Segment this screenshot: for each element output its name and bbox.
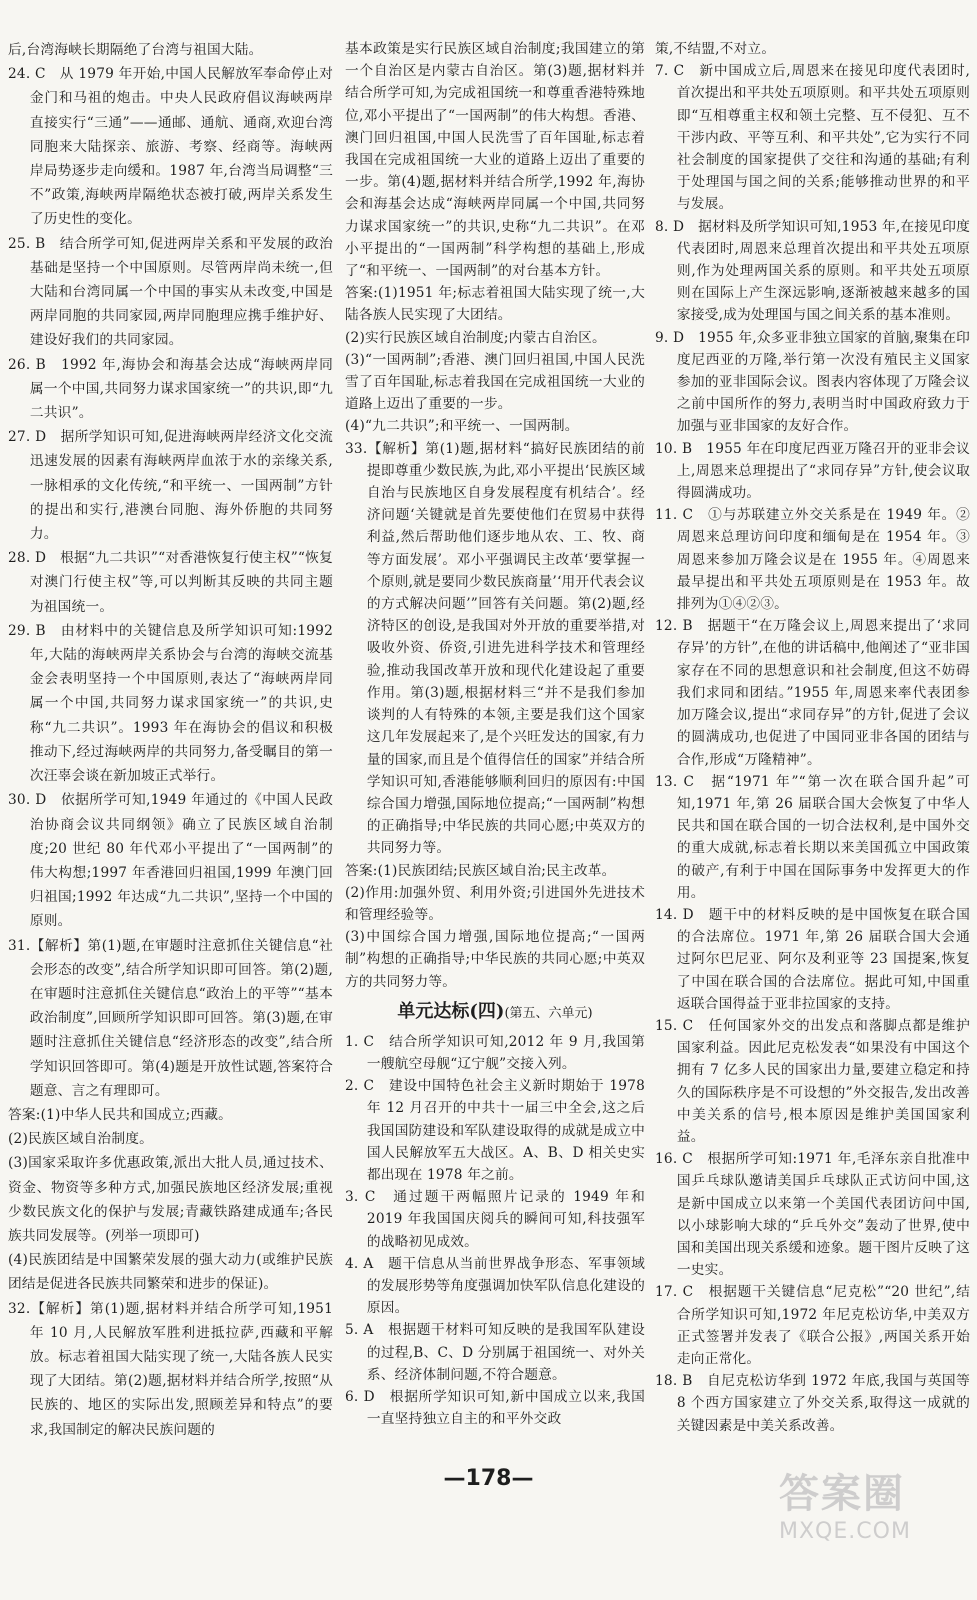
- answer-paragraph: (4)民族团结是中国繁荣发展的强大动力(或维护民族团结是促进各民族共同繁荣和进步的保证)。: [8, 1252, 333, 1293]
- column-middle: [345, 38, 645, 1430]
- answer-paragraph: (2)民族区域自治制度。: [8, 1131, 153, 1148]
- answer-paragraph: 策,不结盟,不对立。: [655, 41, 776, 57]
- answer-paragraph: 9. D 1955 年,众多亚非独立国家的首脑,聚集在印度尼西亚的万隆,举行第一次没有殖民主义国家参加的亚非国际会议。图表内容体现了万隆会议之前中国所作的努力,表明当时中国政府致力于加强与亚非国家的友好合作。: [655, 329, 970, 435]
- answer-paragraph: 32.【解析】第(1)题,据材料并结合所学可知,1951 年 10 月,人民解放军胜利进抵拉萨,西藏和平解放。标志着祖国大陆实现了统一,大陆各族人民实现了大团结。第(2)题,据材料并结合所学,按照“从民族的、地区的实际出发,照顾差异和特点”的要求,我国制定的解决民族问题的: [8, 1300, 333, 1438]
- column-left: [8, 38, 333, 1442]
- answer-paragraph: (3)中国综合国力增强,国际地位提高;“一国两制”构想的正确指导;中华民族的共同心愿;中英双方的共同努力等。: [345, 929, 645, 990]
- answer-paragraph: 答案:(1)1951 年;标志着祖国大陆实现了统一,大陆各族人民实现了大团结。: [345, 285, 645, 324]
- answer-paragraph: 6. D 根据所学知识可知,新中国成立以来,我国一直坚持独立自主的和平外交政: [345, 1388, 645, 1428]
- answer-paragraph: 26. B 1992 年,海协会和海基会达成“海峡两岸同属一个中国,共同努力谋求国家统一”的共识,即“九二共识”。: [8, 356, 333, 422]
- answer-paragraph: 1. C 结合所学知识可知,2012 年 9 月,我国第一艘航空母舰“辽宁舰”交接入列。: [345, 1033, 645, 1072]
- answer-paragraph: (4)“九二共识”;和平统一、一国两制。: [345, 418, 579, 435]
- answer-paragraph: 16. C 根据所学可知:1971 年,毛泽东亲自批准中国乒乓球队邀请美国乒乓球队正式访问中国,这是新中国成立以来第一个美国代表团访问中国,以小球影响大球的“乒乓外交”轰动了世界,使中国和美国出现关系缓和迹象。题干图片反映了这一史实。: [655, 1151, 970, 1279]
- answer-paragraph: 29. B 由材料中的关键信息及所学知识可知:1992 年,大陆的海峡两岸关系协会与台湾的海峡交流基金会表明坚持一个中国原则,表达了“海峡两岸同属一个中国,共同努力谋求国家统一”的共识,史称“九二共识”。1993 年在海协会的倡议和积极推动下,经过海峡两岸的共同努力,备受瞩目的第一次汪辜会谈在新加坡正式举行。: [8, 622, 333, 785]
- answer-paragraph: 18. B 自尼克松访华到 1972 年底,我国与英国等 8 个西方国家建立了外交关系,取得这一成就的关键因素是中美关系改善。: [655, 1373, 970, 1434]
- answer-paragraph: 5. A 根据题干材料可知反映的是我国军队建设的过程,B、C、D 分别属于祖国统一、对外关系、经济体制问题,不符合题意。: [345, 1322, 645, 1383]
- answer-paragraph: 15. C 任何国家外交的出发点和落脚点都是维护国家利益。因此尼克松发表“如果没有中国这个拥有 7 亿多人民的国家出力量,要建立稳定和持久的国际秩序是不可设想的”外交报告,发出改善中美关系的信号,根本原因是维护美国国家利益。: [655, 1017, 970, 1145]
- answer-paragraph: 30. D 依据所学可知,1949 年通过的《中国人民政治协商会议共同纲领》确立了民族区域自治制度;20 世纪 80 年代邓小平提出了“一国两制”的伟大构想;1997 年香港回归祖国,1999 年澳门回归祖国;1992 年达成“九二共识”,坚持一个中国的原则。: [8, 792, 333, 930]
- answer-paragraph: 答案:(1)民族团结;民族区域自治;民主改革。: [345, 862, 616, 879]
- answer-paragraph: 28. D 根据“九二共识”“对香港恢复行使主权”“恢复对澳门行使主权”等,可以判断其反映的共同主题为祖国统一。: [8, 550, 333, 615]
- answer-paragraph: 3. C 通过题干两幅照片记录的 1949 年和 2019 年我国国庆阅兵的瞬间可知,科技强军的战略初见成效。: [345, 1189, 645, 1250]
- answer-paragraph: 10. B 1955 年在印度尼西亚万隆召开的亚非会议上,周恩来总理提出了“求同存异”方针,使会议取得圆满成功。: [655, 440, 970, 502]
- section-title: [345, 997, 645, 1029]
- answer-paragraph: 基本政策是实行民族区域自治制度;我国建立的第一个自治区是内蒙古自治区。第(3)题,据材料并结合所学可知,为完成祖国统一和尊重香港特殊地位,邓小平提出了“一国两制”的伟大构想。香港、澳门回归祖国,中国人民洗雪了百年国耻,标志着我国在完成祖国统一大业的道路上迈出了重要的一步。第(4)题,据材料并结合所学,1992 年,海协会和海基会达成“海峡两岸同属一个中国,共同努力谋求国家统一”的共识,史称“九二共识”。在邓小平提出的“一国两制”科学构想的基础上,形成了“和平统一、一国两制”的对台基本方针。: [345, 41, 645, 280]
- answer-paragraph: 14. D 题干中的材料反映的是中国恢复在联合国的合法席位。1971 年,第 26 届联合国大会通过阿尔巴尼亚、阿尔及利亚等 23 国提案,恢复了中国在联合国的合法席位。据此可知,中国重返联合国得益于亚非拉国家的支持。: [655, 906, 970, 1012]
- section-title-text: 单元达标(四): [397, 1000, 505, 1022]
- answer-paragraph: (3)“一国两制”;香港、澳门回归祖国,中国人民洗雪了百年国耻,标志着我国在完成祖国统一大业的道路上迈出了重要的一步。: [345, 351, 645, 413]
- watermark-logo-text: 答案圈: [779, 1471, 905, 1517]
- answer-paragraph: 7. C 新中国成立后,周恩来在接见印度代表团时,首次提出和平共处五项原则。和平共处五项原则即“互相尊重主权和领土完整、互不侵犯、互不干涉内政、平等互利、和平共处”,它为实行不同社会制度的国家提供了交往和沟通的基础;有利于处理国与国之间的关系;能够推动世界的和平与发展。: [655, 63, 970, 213]
- answer-paragraph: 13. C 据“1971 年”“第一次在联合国升起”可知,1971 年,第 26 届联合国大会恢复了中华人民共和国在联合国的一切合法权利,是中国外交的重大成就,标志着长期以来美国孤立中国政策的破产,有利于中国在国际事务中发挥更大的作用。: [655, 773, 970, 901]
- answer-paragraph: (3)国家采取许多优惠政策,派出大批人员,通过技术、资金、物资等多种方式,加强民族地区经济发展;重视少数民族文化的保护与发展;青藏铁路建成通车;各民族共同发展等。(列举一项即可): [8, 1155, 333, 1244]
- answer-paragraph: 答案:(1)中华人民共和国成立;西藏。: [8, 1106, 233, 1123]
- section-subtitle: (第五、六单元): [504, 1005, 593, 1021]
- answer-paragraph: 17. C 根据题干关键信息“尼克松”“20 世纪”,结合所学知识可知,1972 年尼克松访华,中美双方正式签署并发表了《联合公报》,两国关系开始走向正常化。: [655, 1284, 970, 1367]
- answer-paragraph: 12. B 据题干“在万隆会议上,周恩来提出了‘求同存异’的方针”,在他的讲话稿中,他阐述了“亚非国家存在不同的思想意识和社会制度,但这不妨碍我们求同和团结。”1955 年,周恩来率代表团参加万隆会议,提出“求同存异”的方针,促进了会议的圆满成功,也促进了中国同亚非各国的团结与合作,形成“万隆精神”。: [655, 618, 970, 768]
- answer-paragraph: 2. C 建设中国特色社会主义新时期始于 1978 年 12 月召开的中共十一届三中全会,这之后我国国防建设和军队建设取得的成就是成立中国人民解放军五大战区。A、B、D 相关史实都出现在 1978 年之前。: [345, 1078, 645, 1183]
- answer-paragraph: 31.【解析】第(1)题,在审题时注意抓住关键信息“社会形态的改变”,结合所学知识即可回答。第(2)题,在审题时注意抓住关键信息“政治上的平等”“基本政治制度”,回顾所学知识即可回答。第(3)题,在审题时注意抓住关键信息“经济形态的改变”,结合所学知识回答即可。第(4)题是开放性试题,答案符合题意、言之有理即可。: [8, 937, 333, 1099]
- watermark-url: MXQE.COM: [779, 1519, 911, 1544]
- answer-paragraph: 27. D 据所学知识可知,促进海峡两岸经济文化交流迅速发展的因素有海峡两岸血浓于水的亲缘关系,一脉相承的文化传统,“和平统一、一国两制”方针的提出和实行,港澳台同胞、海外侨胞的共同努力。: [8, 429, 333, 543]
- answer-paragraph: (2)实行民族区域自治制度;内蒙古自治区。: [345, 329, 606, 346]
- answer-paragraph: 11. C ①与苏联建立外交关系是在 1949 年。②周恩来总理访问印度和缅甸是在 1954 年。③周恩来参加万隆会议是在 1955 年。④周恩来最早提出和平共处五项原则是在 1953 年。故排列为①④②③。: [655, 507, 970, 613]
- answer-paragraph: 8. D 据材料及所学知识可知,1953 年,在接见印度代表团时,周恩来总理首次提出和平共处五项原则,作为处理两国关系的原则。和平共处五项原则在国际上产生深远影响,逐渐被越来越多的国家接受,成为处理国与国之间关系的基本准则。: [655, 218, 970, 324]
- answer-paragraph: 33.【解析】第(1)题,据材料“搞好民族团结的前提即尊重少数民族,为此,邓小平提出‘民族区域自治与民族地区自身发展程度有机结合’。经济问题‘关键就是首先要使他们在贸易中获得利益,然后帮助他们逐步地从农、工、牧、商等方面发展’。邓小平强调民主改革‘要掌握一个原则,就是要同少数民族商量’‘用开代表会议的方式解决问题’”回答有关问题。第(2)题,经济特区的创设,是我国对外开放的重要举措,对吸收外资、侨资,引进先进科学技术和管理经验,推动我国改革开放和现代化建设起了重要作用。第(3)题,根据材料三“并不是我们参加谈判的人有特殊的本领,主要是我们这个国家这几年发展起来了,是个兴旺发达的国家,有力量的国家,而且是个值得信任的国家”并结合所学知识可知,香港能够顺利回归的原因有:中国综合国力增强,国际地位提高;“一国两制”构想的正确指导;中华民族的共同心愿;中英双方的共同努力等。: [345, 440, 645, 857]
- answer-paragraph: 4. A 题干信息从当前世界战争形态、军事领域的发展形势等角度强调加快军队信息化建设的原因。: [345, 1255, 645, 1317]
- answer-paragraph: (2)作用:加强外贸、利用外资;引进国外先进技术和管理经验等。: [345, 884, 645, 923]
- column-right: [655, 38, 970, 1437]
- watermark-logo: [779, 1462, 949, 1552]
- page-number: —178—: [443, 1466, 534, 1491]
- answer-paragraph: 后,台湾海峡长期隔绝了台湾与祖国大陆。: [8, 42, 263, 58]
- answer-paragraph: 24. C 从 1979 年开始,中国人民解放军奉命停止对金门和马祖的炮击。中央人民政府倡议海峡两岸直接实行“三通”——通邮、通航、通商,欢迎台湾同胞来大陆探亲、旅游、考察、经商等。海峡两岸局势逐步走向缓和。1987 年,台湾当局调整“三不”政策,海峡两岸隔绝状态被打破,两岸关系发生了历史性的变化。: [8, 66, 333, 228]
- answer-paragraph: 25. B 结合所学可知,促进两岸关系和平发展的政治基础是坚持一个中国原则。尽管两岸尚未统一,但大陆和台湾同属一个中国的事实从未改变,中国是两岸同胞的共同家园,两岸同胞理应携手维护好、建设好我们的共同家园。: [8, 235, 333, 349]
